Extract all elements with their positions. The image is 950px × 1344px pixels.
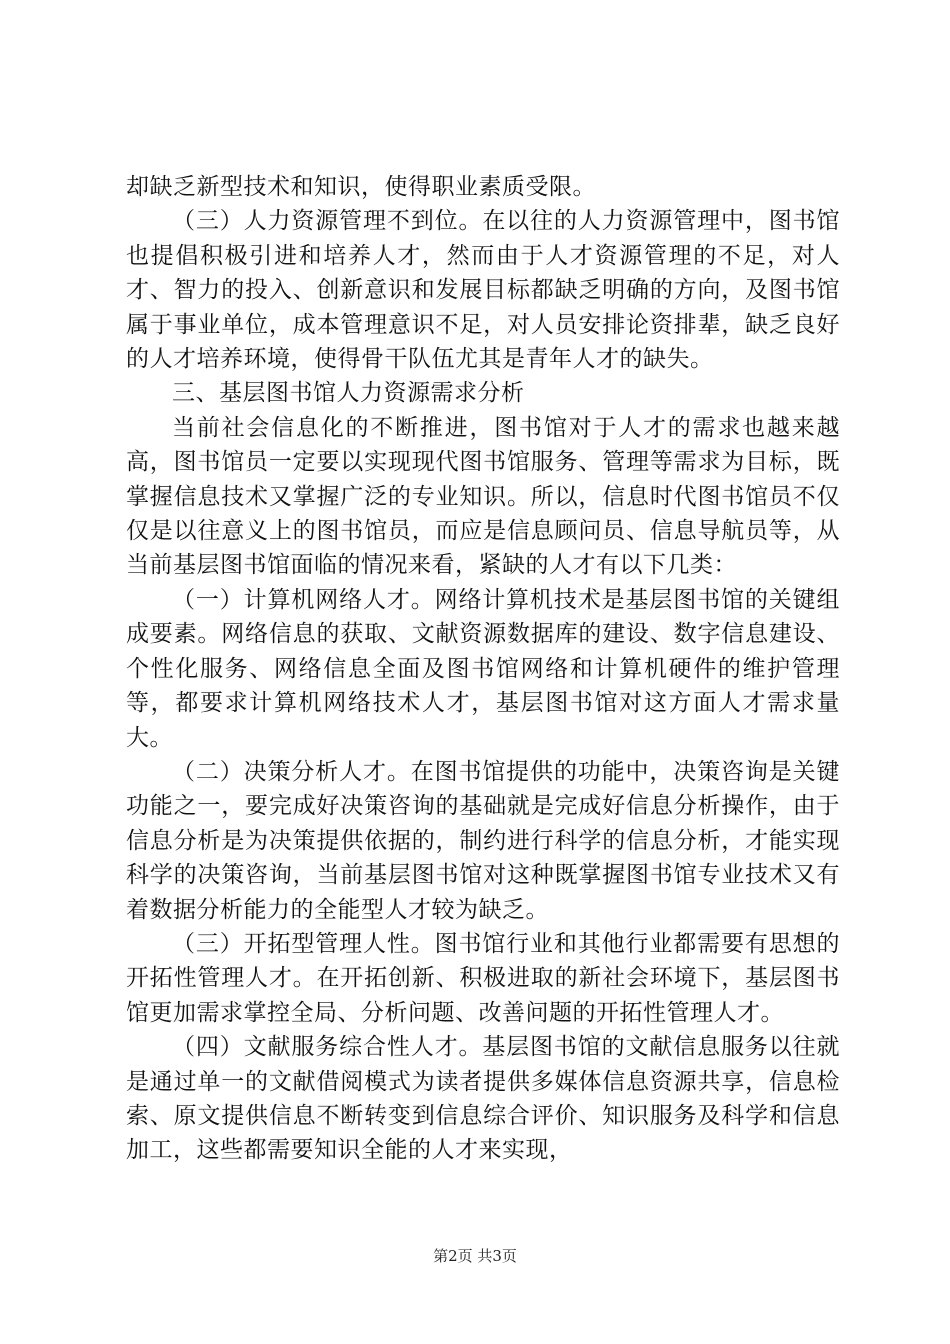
section-heading-demand-analysis: 三、基层图书馆人力资源需求分析 xyxy=(172,380,525,407)
page-number-footer: 第2页 共3页 xyxy=(433,1247,517,1265)
paragraph-management-talent: （三）开拓型管理人性。图书馆行业和其他行业都需要有思想的开拓性管理人才。在开拓创新、积极进取的新社会环境下，基层图书馆更加需求掌控全局、分析问题、改善问题的开拓性管理人才。 xyxy=(126,930,840,1026)
paragraph-literature-service-talent: （四）文献服务综合性人才。基层图书馆的文献信息服务以往就是通过单一的文献借阅模式为读者提供多媒体信息资源共享，信息检索、原文提供信息不断转变到信息综合评价、知识服务及科学和信息加工，这些都需要知识全能的人才来实现， xyxy=(126,1034,840,1164)
paragraph-hr-management: （三）人力资源管理不到位。在以往的人力资源管理中，图书馆也提倡积极引进和培养人才，然而由于人才资源管理的不足，对人才、智力的投入、创新意识和发展目标都缺乏明确的方向，及图书馆属于事业单位，成本管理意识不足，对人员安排论资排辈，缺乏良好的人才培养环境，使得骨干队伍尤其是青年人才的缺失。 xyxy=(126,208,840,373)
paragraph-network-talent: （一）计算机网络人才。网络计算机技术是基层图书馆的关键组成要素。网络信息的获取、文献资源数据库的建设、数字信息建设、个性化服务、网络信息全面及图书馆网络和计算机硬件的维护管理等，都要求计算机网络技术人才，基层图书馆对这方面人才需求量大。 xyxy=(126,586,840,751)
paragraph-continuation: 却缺乏新型技术和知识，使得职业素质受限。 xyxy=(126,174,596,200)
document-body xyxy=(126,170,840,1168)
paragraph-demand-intro: 当前社会信息化的不断推进，图书馆对于人才的需求也越来越高，图书馆员一定要以实现现代图书馆服务、管理等需求为目标，既掌握信息技术又掌握广泛的专业知识。所以，信息时代图书馆员不仅仅是以往意义上的图书馆员，而应是信息顾问员、信息导航员等，从当前基层图书馆面临的情况来看，紧缺的人才有以下几类： xyxy=(126,414,840,579)
paragraph-decision-talent: （二）决策分析人才。在图书馆提供的功能中，决策咨询是关键功能之一，要完成好决策咨询的基础就是完成好信息分析操作，由于信息分析是为决策提供依据的，制约进行科学的信息分析，才能实现科学的决策咨询，当前基层图书馆对这种既掌握图书馆专业技术又有着数据分析能力的全能型人才较为缺乏。 xyxy=(126,758,840,923)
